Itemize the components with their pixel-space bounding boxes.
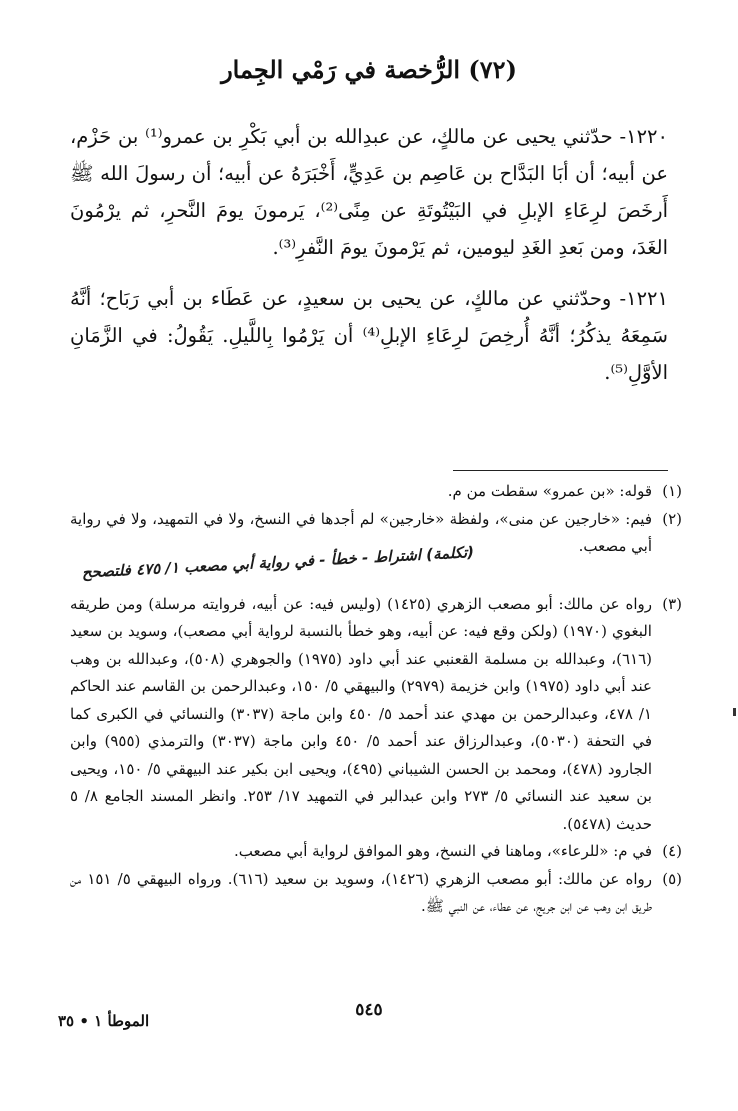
handwritten-margin-note: (تكلمة) اشتراط - خطأ - في رواية أبي مصعب ١/ ٤٧٥ فلتصحح — [81, 543, 475, 582]
footnote-divider — [453, 470, 668, 471]
scan-edge-mark — [733, 708, 736, 716]
chapter-title: (٧٢) الرُّخصة في رَمْي الجِمار — [221, 55, 517, 84]
footnote-text: رواه عن مالك: أبو مصعب الزهري (١٤٢٥) (وليس فيه: عن أبيه، فروايته مرسلة) ومن طريقه البغوي (١٩٧٠) (ولكن وقع فيه: عن أبيه، وهو خطأ بالنسبة لرواية أبي مصعب)، وسويد بن سعيد (٦١٦)، وعبدالله بن مسلمة القعنبي عند أبي داود (١٩٧٥) والجوهري (٥٠٨)، وعبدالله بن وهب عند أبي داود (١٩٧٥) وابن خزيمة (٢٩٧٩) والبيهقي ٥/ ١٥٠، وعبدالرحمن بن القاسم عند الحاكم ١/ ٤٧٨، وعبدالرحمن بن مهدي عند أحمد ٥/ ٤٥٠ وابن ماجة (٣٠٣٧) والنسائي في الكبرى كما في التحفة (٥٠٣٠)، وعبدالرزاق عند أحمد ٥/ ٤٥٠ وابن ماجة (٣٠٣٧) والترمذي (٩٥٥) وابن الجارود (٤٧٨)، ومحمد بن الحسن الشيباني (٤٩٥)، ويحيى ابن بكير عند البيهقي ٥/ ١٥٠، ويحيى بن سعيد عند النسائي ٥/ ٢٧٣ وابن عبدالبر في التمهيد ١٧/ ٢٥٣. وانظر المسند الجامع ٨/ ٥ حديث (٥٤٧٨). — [70, 594, 653, 833]
footnote — [70, 866, 682, 921]
signature-mark: الموطأ ١ • ٣٥ — [58, 1012, 150, 1030]
footnote-number: (٤) — [662, 842, 682, 860]
footnote-number: (١) — [662, 482, 682, 500]
footnote — [70, 838, 682, 866]
footnote — [70, 478, 682, 506]
footnote-text: في م: «للرعاء»، وماهنا في النسخ، وهو الموافق لرواية أبي مصعب. — [234, 842, 652, 860]
footnote-number: (٣) — [662, 594, 682, 613]
main-text — [70, 118, 668, 405]
hadith-paragraph: ١٢٢٠- حدّثني يحيى عن مالكٍ، عن عبدِالله بن أبي بَكْرِ بن عمرو⁽¹⁾ بن حَزْم، عن أبيه؛ أن أبَا البَدَّاح بن عَاصِم بن عَدِيٍّ، أَخْبَرَهُ عن أبيه؛ أن رسولَ الله ﷺ أَرخَصَ لرِعَاءِ الإبلِ في البَيْتُوتَةِ عن مِنًى⁽²⁾، يَرمونَ يومَ النَّحرِ، ثم يرْمُونَ الغَدَ، ومن بَعدِ الغَدِ ليومين، ثم يَرْمونَ يومَ النَّفرِ⁽³⁾. — [70, 125, 668, 259]
footnote-text: رواه عن مالك: أبو مصعب الزهري (١٤٢٦)، وسويد بن سعيد (٦١٦). ورواه البيهقي ٥/ ١٥١ من طريق ابن وهب عن ابن جريج، عن عطاء، عن النبي ﷺ. — [70, 869, 653, 915]
footnote-text: فيم: «خارجين عن منى»، ولفظة «خارجين» لم أجدها في النسخ، ولا في التمهيد، ولا في رواية أبي مصعب. — [70, 509, 652, 555]
hadith-paragraph: ١٢٢١- وحدّثني عن مالكٍ، عن يحيى بن سعيدٍ، عن عَطَاء بن أبي رَبَاح؛ أنَّهُ سَمِعَهُ يذكُرُ؛ أنَّهُ أُرخِصَ لرِعَاءِ الإبلِ⁽⁴⁾ أن يَرْمُوا بِاللَّيلِ. يَقُولُ: في الزَّمَانِ الأوَّلِ⁽⁵⁾. — [70, 287, 668, 384]
footnote-number: (٢) — [662, 509, 682, 528]
footnote — [70, 591, 682, 839]
footnote-text: قوله: «بن عمرو» سقطت من م. — [447, 482, 652, 500]
footnote-number: (٥) — [662, 869, 682, 888]
page-number: ٥٤٥ — [355, 1000, 383, 1020]
